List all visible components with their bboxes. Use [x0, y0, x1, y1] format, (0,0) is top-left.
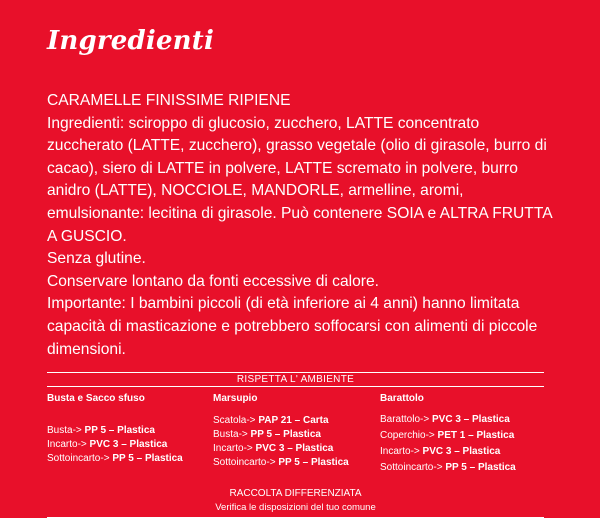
recycling-row: Busta-> PP 5 – Plastica — [47, 425, 155, 436]
recycling-box — [47, 372, 544, 518]
recycling-row: Sottoincarto-> PP 5 – Plastica — [47, 453, 183, 464]
recycling-columns — [47, 389, 544, 481]
recycling-row: Incarto-> PVC 3 – Plastica — [380, 446, 501, 457]
recycling-row: Sottoincarto-> PP 5 – Plastica — [380, 462, 516, 473]
recycling-row: Sottoincarto-> PP 5 – Plastica — [213, 457, 349, 468]
ingredients-list: Ingredienti: sciroppo di glucosio, zucchero, LATTE concentrato zuccherato (LATTE, zucchero), grasso vegetale (olio di girasole, burro di cacao), siero di LATTE in polvere, LATTE scremato in polvere, burro anidro (LATTE), NOCCIOLE, MANDORLE, armelline, aromi, emulsionante: lecitina di girasole. Può contenere SOIA e ALTRA FRUTTA A GUSCIO. — [47, 114, 552, 245]
footer-line: Verifica le disposizioni del tuo comune — [215, 502, 376, 513]
gluten-free-note: Senza glutine. — [47, 250, 146, 268]
product-name: CARAMELLE FINISSIME RIPIENE — [47, 92, 291, 109]
product-description — [47, 90, 557, 361]
column-title: Marsupio — [213, 393, 258, 404]
column-title: Busta e Sacco sfuso — [47, 393, 145, 404]
recycling-row: Barattolo-> PVC 3 – Plastica — [380, 414, 510, 425]
column-title: Barattolo — [380, 393, 424, 404]
recycling-header: RISPETTA L' AMBIENTE — [236, 374, 355, 385]
column-jar — [380, 389, 516, 476]
recycling-row: Incarto-> PVC 3 – Plastica — [47, 439, 168, 450]
storage-note: Conservare lontano da fonti eccessive di calore. — [47, 272, 379, 290]
recycling-row: Incarto-> PVC 3 – Plastica — [213, 443, 334, 454]
footer-line: RACCOLTA DIFFERENZIATA — [229, 488, 362, 499]
recycling-row: Coperchio-> PET 1 – Plastica — [380, 430, 515, 441]
recycling-row: Busta-> PP 5 – Plastica — [213, 429, 321, 440]
choking-warning: Importante: I bambini piccoli (di età inferiore ai 4 anni) hanno limitata capacità di masticazione e potrebbero soffocarsi con alimenti di piccole dimensioni. — [47, 295, 538, 358]
recycling-footer — [47, 487, 544, 515]
column-pouch — [213, 389, 349, 470]
recycling-row: Scatola-> PAP 21 – Carta — [213, 415, 329, 426]
divider — [47, 386, 544, 387]
column-bag — [47, 389, 183, 466]
section-title: Ingredienti — [47, 26, 215, 56]
